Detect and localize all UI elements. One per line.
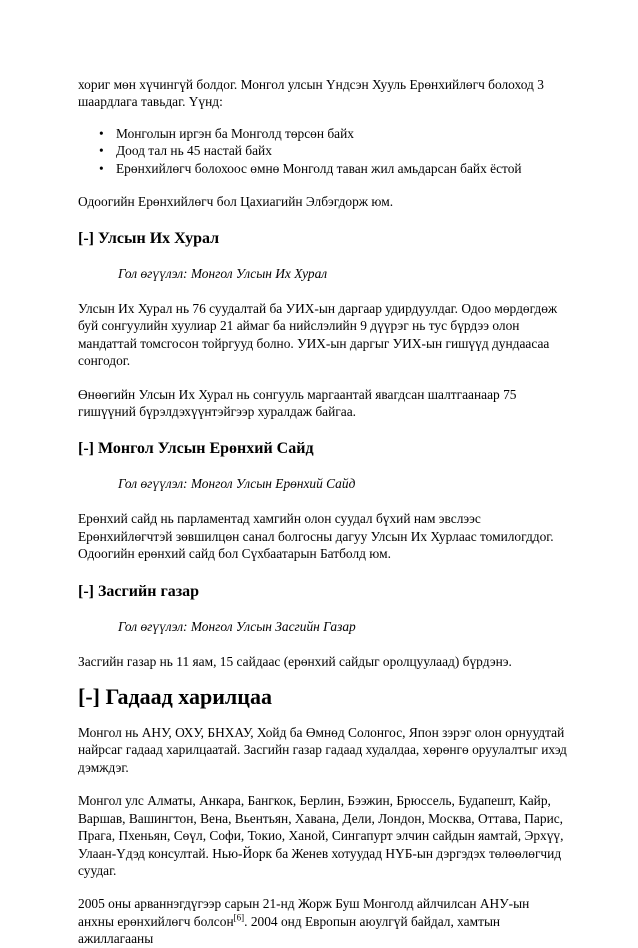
edit-section-link[interactable]: [-]: [78, 582, 94, 600]
section-heading-khural: [78, 229, 568, 249]
foreign-paragraph-1: Монгол нь АНУ, ОХУ, БНХАУ, Хойд ба Өмнөд Солонгос, Япон зэрэг олон орнуудтай найрсаг гадаад харилцаатай. Засгийн газар гадаад худалдаа, хөрөнгө оруулалтыг ихэд дэмждэг.: [78, 725, 567, 775]
section-heading-government: [78, 582, 568, 602]
section-heading-foreign-relations: [78, 684, 568, 710]
bullet-icon: •: [99, 161, 104, 176]
list-item: • Монголын иргэн ба Монголд төрсөн байх: [99, 125, 354, 141]
edit-section-link[interactable]: [-]: [78, 230, 94, 247]
document-page: [78, 76, 568, 948]
government-paragraph: Засгийн газар нь 11 яам, 15 сайдаас (ерөнхий сайдыг оролцуулаад) бүрдэнэ.: [78, 653, 512, 669]
current-president-paragraph: Одоогийн Ерөнхийлөгч бол Цахиагийн Элбэгдорж юм.: [78, 193, 394, 209]
edit-section-link[interactable]: [-]: [78, 684, 100, 710]
bullet-icon: •: [99, 143, 104, 159]
section-heading-prime-minister: [78, 439, 568, 459]
section-title: Монгол Улсын Ерөнхий Сайд: [97, 440, 314, 458]
main-article-note[interactable]: Гол өгүүлэл: Монгол Улсын Засгийн Газар: [118, 618, 356, 634]
khural-paragraph-2: Өнөөгийн Улсын Их Хурал нь сонгууль маргаантай явагдсан шалтгаанаар 75 гишүүний бүрэлдэхүүнтэйгээр хуралдаж байгаа.: [78, 386, 517, 420]
section-title: Засгийн газар: [97, 582, 200, 600]
foreign-paragraph-3: 2005 оны арваннэгдүгээр сарын 21-нд Жорж Буш Монголд айлчилсан АНУ-ын анхны ерөнхийлөгч болсон[6]. 2004 онд Европын аюулгүй байдал, хамтын ажиллагааны: [78, 896, 530, 947]
section-title: Улсын Их Хурал: [97, 230, 220, 247]
list-item: • Доод тал нь 45 настай байх: [99, 143, 272, 159]
main-article-note[interactable]: Гол өгүүлэл: Монгол Улсын Ерөнхий Сайд: [118, 476, 356, 492]
intro-paragraph: хориг мөн хүчингүй болдог. Монгол улсын Үндсэн Хууль Ерөнхийлөгч болоход 3 шаардлага тавьдаг. Үүнд:: [78, 77, 544, 110]
foreign-paragraph-2: Монгол улс Алматы, Анкара, Бангкок, Берлин, Бээжин, Брюссель, Будапешт, Кайр, Варшав, Вашингтон, Вена, Вьентьян, Хавана, Дели, Лондон, Москва, Оттава, Парис, Прага, Пхеньян, Сөүл, Софи, Токио, Ханой, Сингапурт элчин сайдын яамтай, Эрхүү, Улаан-Үдэд консултай. Нью-Йорк ба Женев хотуудад НҮБ-ын дэргэдэх төлөөлөгчид суудаг.: [78, 793, 564, 878]
requirements-list: [78, 125, 568, 178]
section-title: Гадаад харилцаа: [105, 684, 272, 710]
khural-paragraph-1: Улсын Их Хурал нь 76 суудалтай ба УИХ-ын даргаар удирдуулдаг. Одоо мөрдөгдөж буй сонгуулийн хуулиар 21 аймаг ба нийслэлийн 9 дүүрэг нь тус бүрдээ олон мандаттай томсгосон тойргууд болно. УИХ-ын даргыг УИХ-ын гишүүд дундаасаа сонгодог.: [78, 301, 558, 369]
reference-link[interactable]: [6]: [233, 912, 245, 923]
prime-minister-paragraph: Ерөнхий сайд нь парламентад хамгийн олон суудал бүхий нам эвслээс Ерөнхийлөгчтэй зөвшилцөн санал болгосны дагуу Улсын Их Хурлаас томилогддог. Одоогийн ерөнхий сайд бол Сүхбаатарын Батболд юм.: [78, 511, 554, 562]
bullet-icon: •: [99, 125, 104, 141]
list-item: • Ерөнхийлөгч болохоос өмнө Монголд таван жил амьдарсан байх ёстой: [99, 161, 522, 176]
main-article-note[interactable]: Гол өгүүлэл: Монгол Улсын Их Хурал: [118, 266, 328, 281]
edit-section-link[interactable]: [-]: [78, 440, 94, 458]
